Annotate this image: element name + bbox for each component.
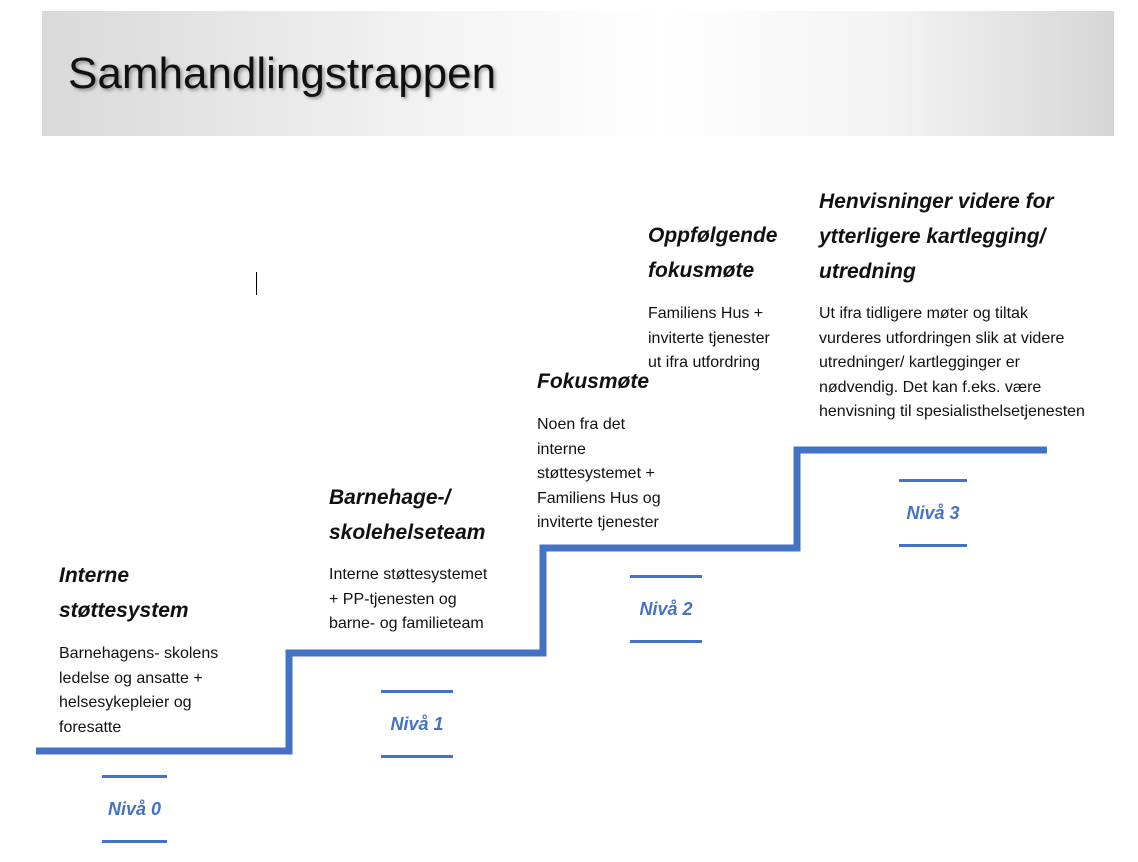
step-4-desc-line: utredninger/ kartlegginger er — [819, 354, 1021, 371]
step-4-description — [819, 302, 1085, 425]
step-2-desc-line: interne — [537, 440, 586, 458]
step-4-title — [819, 184, 1054, 289]
step-3-desc-line: inviterte tjenester — [648, 329, 770, 347]
level-1-label: Nivå 1 — [381, 690, 453, 758]
step-2-description — [537, 413, 661, 536]
step-1-desc-line: Interne støttesystemet — [329, 566, 488, 583]
step-0-desc-line: foresatte — [59, 718, 122, 736]
level-0-label: Nivå 0 — [102, 775, 167, 843]
step-1-desc-line: + PP-tjenesten og — [329, 590, 457, 608]
step-1-desc-line: barne- og familieteam — [329, 615, 484, 632]
step-1-description — [329, 563, 487, 637]
step-0-desc-line: ledelse og ansatte + — [59, 669, 203, 687]
step-2-desc-line: inviterte tjenester — [537, 514, 659, 531]
step-4-title-line: Henvisninger videre for — [819, 190, 1054, 213]
step-2-desc-line: støttesystemet + — [537, 465, 655, 482]
step-4-title-line: ytterligere kartlegging/ — [819, 225, 1046, 248]
step-0-description — [59, 642, 218, 740]
step-3-title-line: fokusmøte — [648, 259, 755, 282]
step-3-title-line: Oppfølgende — [648, 224, 778, 247]
level-2-label: Nivå 2 — [630, 575, 702, 643]
step-4-desc-line: Ut ifra tidligere møter og tiltak — [819, 305, 1028, 322]
step-2-desc-line: Noen fra det — [537, 416, 626, 433]
step-4-title-line: utredning — [819, 260, 916, 283]
step-2-title — [537, 364, 649, 399]
step-2-title-line: Fokusmøte — [537, 370, 650, 393]
step-1-title-line: skolehelseteam — [329, 521, 486, 544]
step-3-description — [648, 302, 770, 376]
step-4-desc-line: henvisning til spesialisthelsetjenesten — [819, 403, 1085, 420]
step-2-desc-line: Familiens Hus og — [537, 489, 661, 507]
step-0-title-line: Interne — [59, 564, 130, 587]
step-1-title — [329, 480, 485, 550]
step-4-desc-line: nødvendig. Det kan f.eks. være — [819, 378, 1042, 396]
level-3-label: Nivå 3 — [899, 479, 967, 547]
step-3-desc-line: Familiens Hus + — [648, 305, 764, 322]
step-0-desc-line: Barnehagens- skolens — [59, 645, 219, 662]
step-3-title — [648, 218, 778, 288]
step-3-desc-line: ut ifra utfordring — [648, 354, 761, 371]
step-0-desc-line: helsesykepleier og — [59, 694, 192, 711]
step-4-desc-line: vurderes utfordringen slik at videre — [819, 329, 1065, 347]
step-0-title-line: støttesystem — [59, 599, 189, 622]
step-1-title-line: Barnehage-/ — [329, 486, 451, 509]
page-title: Samhandlingstrappen — [68, 49, 497, 98]
step-0-title — [59, 558, 189, 628]
